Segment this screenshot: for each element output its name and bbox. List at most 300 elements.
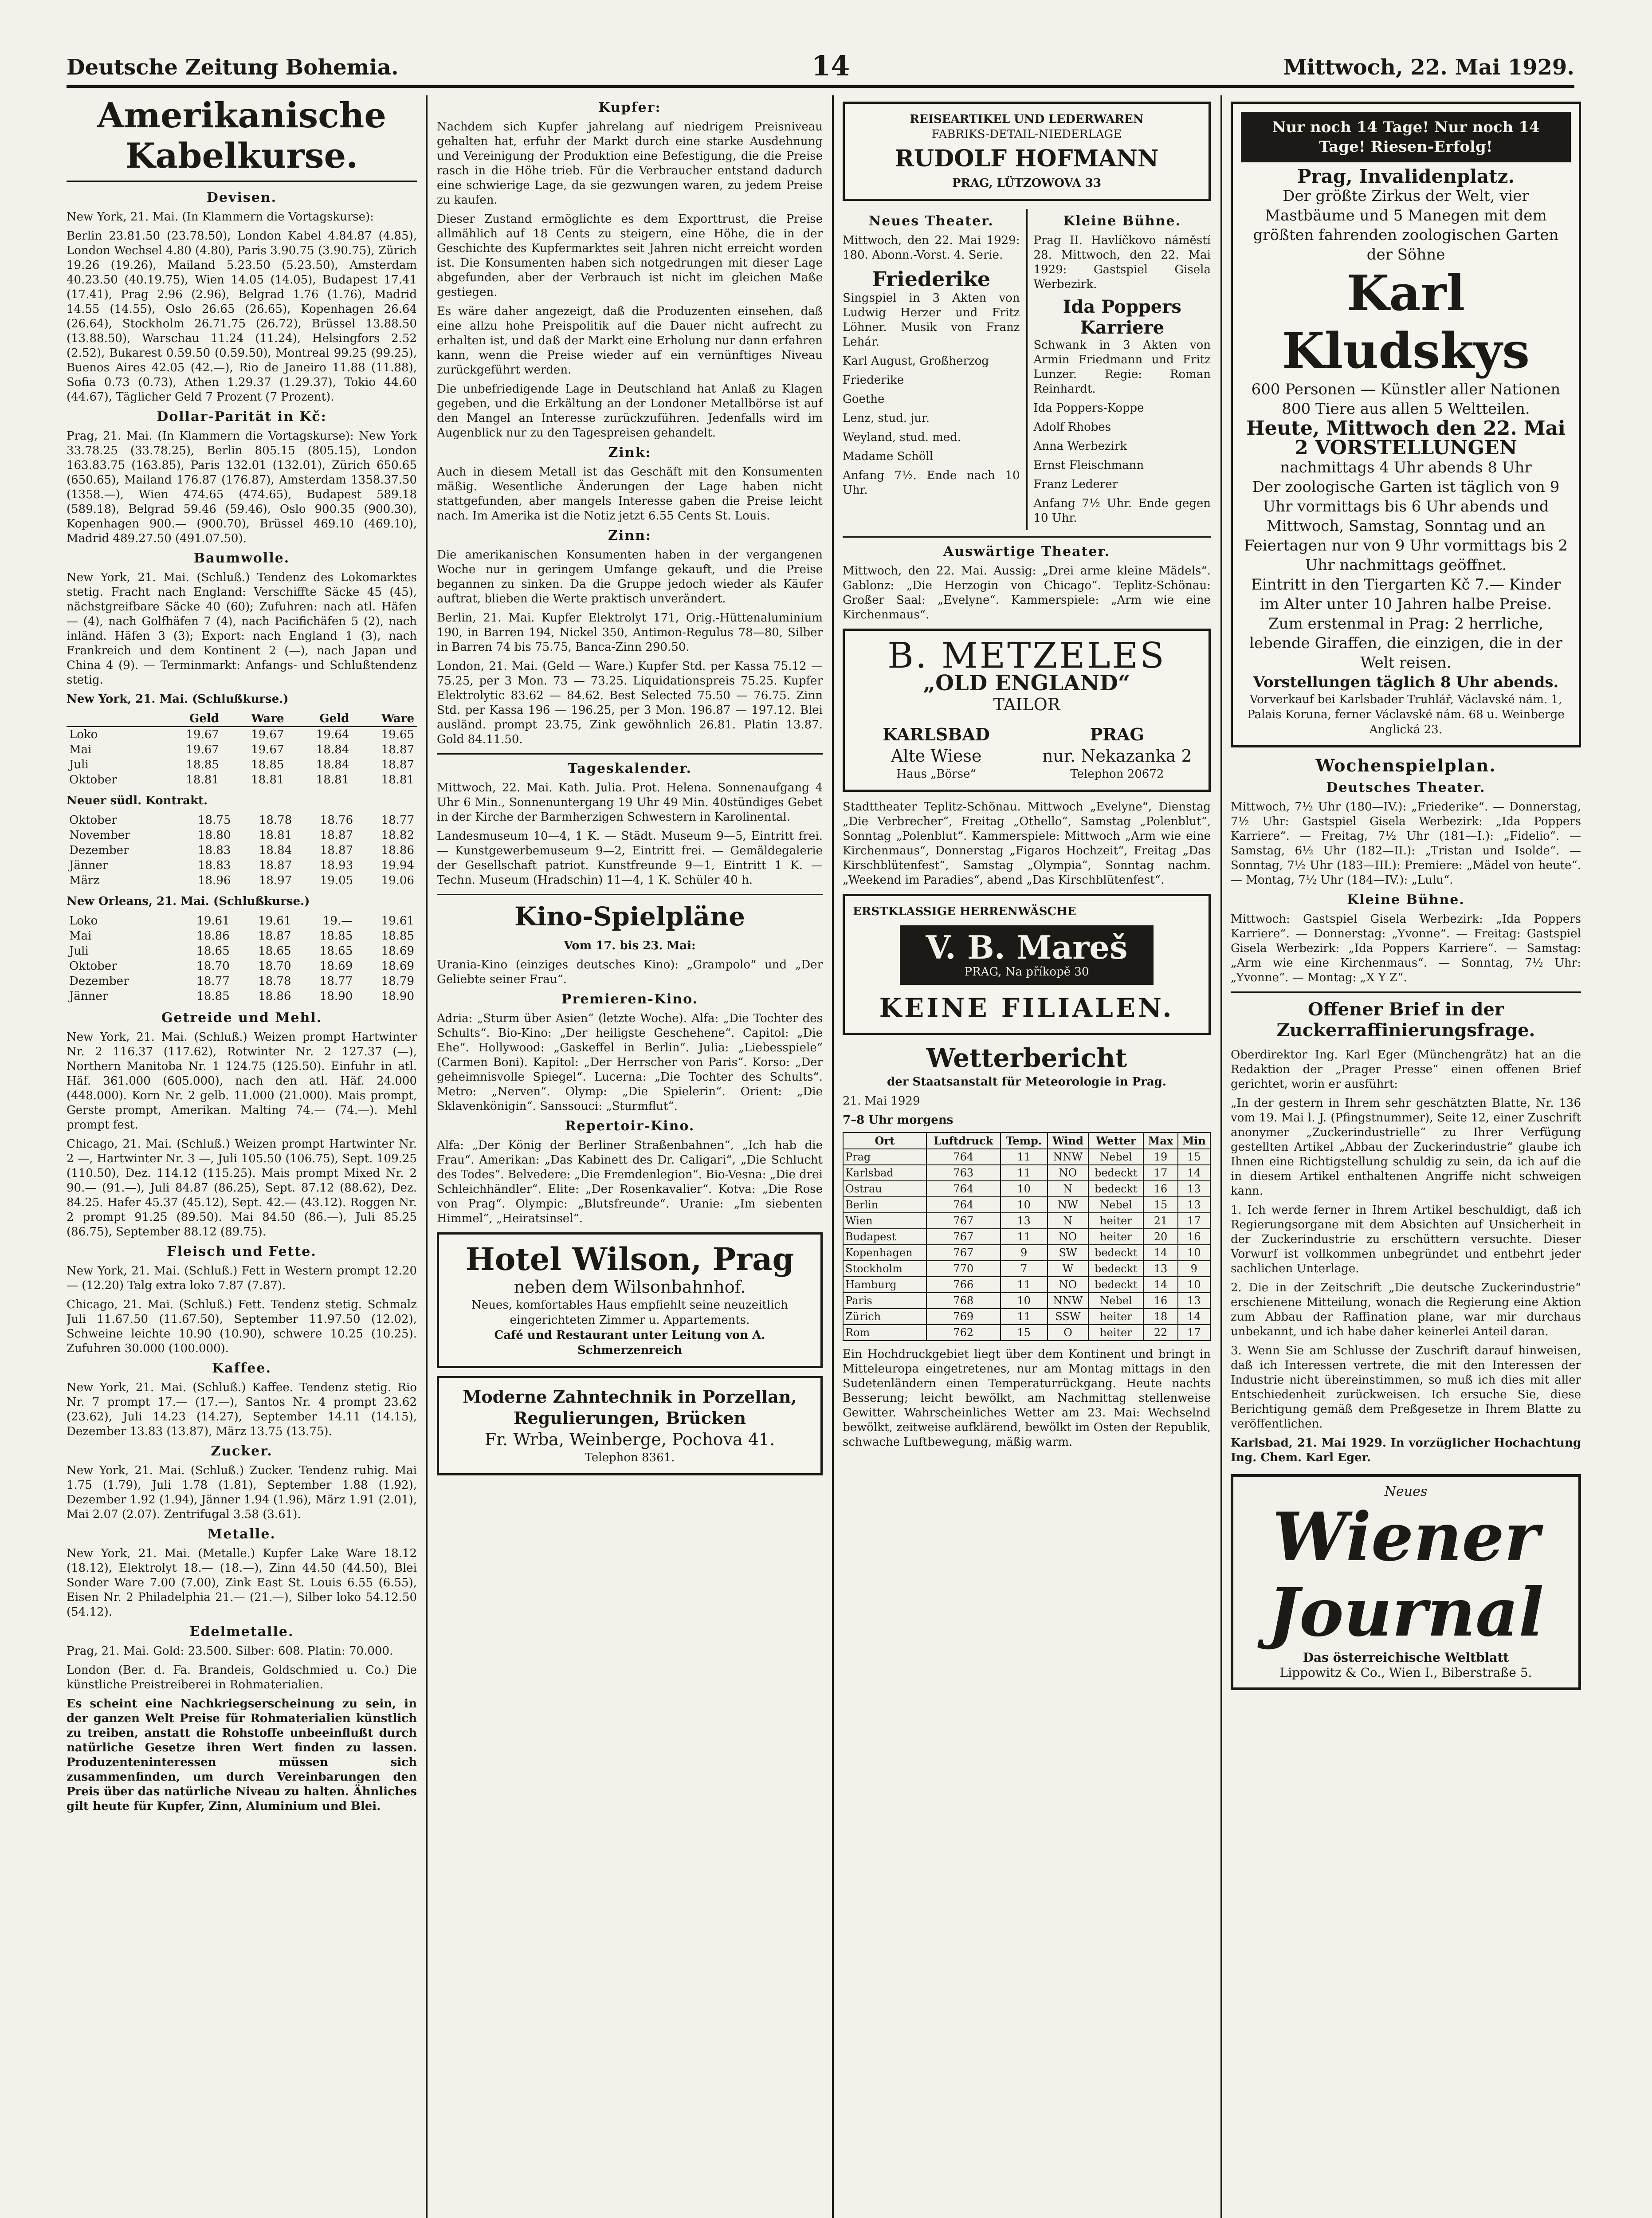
section-devisen: Devisen. (206, 190, 277, 205)
theater-listings (843, 209, 1211, 530)
section-repertoir: Repertoir-Kino. (565, 1118, 695, 1134)
paragraph: Die unbefriedigende Lage in Deutschland hat Anlaß zu Klagen gegeben, und die Erkältung an der Londoner Metallbörse ist auf den Mangel an Interesse zurückzuführen. Jedenfalls wird im Augenblick nur zu den Tagespreisen gehandelt. (437, 382, 823, 440)
paragraph: Oberdirektor Ing. Karl Eger (Münchengrätz) hat an die Redaktion der „Prager Presse“ einen offenen Brief gerichtet, worin er ausführt: (1231, 1048, 1581, 1091)
divider (843, 536, 1211, 538)
table-row (67, 727, 417, 742)
table-cell: März (69, 874, 100, 887)
table-cell: 18.80 (197, 829, 231, 842)
ad-metzeles-shop: „OLD ENGLAND“ (923, 671, 1130, 696)
table-cell: 768 (926, 1293, 1001, 1309)
table-cell: 18.84 (259, 844, 292, 857)
table-cell: 19.64 (316, 728, 349, 741)
section-edelmetalle: Edelmetalle. (189, 1624, 294, 1640)
table-cell: Budapest (843, 1229, 926, 1245)
section-auswaertige: Auswärtige Theater. (943, 544, 1110, 559)
ad-metzeles-address: nur. Nekazanka 2 (1042, 746, 1192, 766)
table-cell: 10 (1001, 1197, 1048, 1213)
table-cell: Oktober (69, 773, 117, 787)
table-cell: 767 (926, 1245, 1001, 1261)
table-header-row (67, 711, 417, 727)
ad-zahn-title: Moderne Zahntechnik in Porzellan, Regulierungen, Brücken (463, 1387, 797, 1428)
table-cell: 18.81 (259, 829, 292, 842)
ad-wj-top: Neues (1384, 1484, 1428, 1499)
table-cell: 13 (1001, 1213, 1048, 1229)
table-row (843, 1261, 1210, 1277)
ad-hofmann-title: REISEARTIKEL UND LEDERWAREN (910, 113, 1144, 126)
brief-signature: Karlsbad, 21. Mai 1929. In vorzüglicher Hochachtung Ing. Chem. Karl Eger. (1231, 1436, 1581, 1464)
section-getreide: Getreide und Mehl. (161, 1010, 322, 1026)
paragraph: New York, 21. Mai. (Schluß.) Weizen prompt Hartwinter Nr. 2 116.37 (117.62), Rotwinter Nr. 2 127.37 (—), Northern Manitoba Nr. 1 124.75 (125.50). Einfuhr in atl. Häf. 361.000 (605.000), nach den atl. Häf. 24.000 (448.000). Korn Nr. 2 gelb. 11.000 (21.000). Mais prompt, Gerste prompt, Amerikan. Malting 74.— (74.—). Mehl prompt fest. (67, 1030, 417, 1132)
paragraph: Prag, 21. Mai. Gold: 23.500. Silber: 608. Platin: 70.000. (67, 1644, 393, 1658)
table-cell: Paris (843, 1293, 926, 1309)
paragraph: Berlin 23.81.50 (23.78.50), London Kabel 4.84.87 (4.85), London Wechsel 4.80 (4.80), Paris 3.90.75 (3.90.75), Zürich 19.26 (19.26), Mailand 5.23.50 (5.23.50), Amsterdam 40.23.50 (40.19.75), Wien 14.05 (14.05), Budapest 17.41 (17.41), Prag 2.96 (2.96), Belgrad 1.76 (1.76), Madrid 14.55 (14.55), Oslo 26.65 (26.65), Kopenhagen 26.64 (26.64), Stockholm 26.71.75 (26.72), Brüssel 13.88.50 (13.88.50), Warschau 11.24 (11.24), Helsingfors 2.52 (2.52), Bukarest 0.59.50 (0.59.50), Montreal 99.25 (99.25), Buenos Aires 42.05 (42.—), Rio de Janeiro 11.88 (11.88), Sofia 0.73 (0.73), Athen 1.29.37 (1.29.37), Tokio 44.60 (44.67), Täglicher Geld 7 Prozent (7 Prozent). (67, 229, 417, 404)
ad-hofmann-addr: PRAG, LÜTZOWOVA 33 (952, 177, 1102, 190)
table-row (67, 959, 417, 974)
ad-hotel-wilson (437, 1232, 823, 1368)
ad-kludsky-desc: Der größte Zirkus der Welt, vier Mastbäume und 5 Manegen mit dem größten fahrenden zoologischen Garten der Söhne (1253, 187, 1559, 263)
table-row (67, 858, 417, 873)
table-header: Max (1143, 1133, 1177, 1149)
table-cell: Jänner (69, 990, 108, 1003)
table-cell: 21 (1143, 1213, 1177, 1229)
ad-kludsky-place: Prag, Invalidenplatz. (1297, 165, 1515, 187)
table-row (67, 873, 417, 888)
table-row (67, 843, 417, 858)
table-cell: 18.79 (381, 975, 414, 988)
ad-metzeles-addresses (853, 724, 1201, 782)
ad-zahn-name: Fr. Wrba, Weinberge, Pochova 41. (484, 1430, 775, 1449)
table-cell: 767 (926, 1229, 1001, 1245)
table-cell: bedeckt (1088, 1261, 1143, 1277)
table-cell: SW (1048, 1245, 1089, 1261)
table-cell: bedeckt (1088, 1181, 1143, 1197)
table-header (67, 711, 157, 727)
table-cell: 769 (926, 1309, 1001, 1325)
table-cell: SSW (1048, 1309, 1089, 1325)
paragraph: New York, 21. Mai. (In Klammern die Vortagskurse): (67, 210, 374, 224)
cotton-table-ny (67, 711, 417, 787)
ad-zahntechnik (437, 1376, 823, 1475)
table-cell: 18.78 (258, 975, 291, 988)
table-cell: 19.— (322, 914, 353, 928)
paragraph: Mittwoch, den 22. Mai. Aussig: „Drei arme kleine Mädels“. Gablonz: „Die Herzogin von Chicago“. Teplitz-Schönau: Großer Saal: „Evelyne“. Kammerspiele: „Arm wie eine Kirchenmaus“. (843, 564, 1211, 621)
paragraph: Es wäre daher angezeigt, daß die Produzenten einsehen, daß eine allzu hohe Preispolitik auf die Dauer nicht aufrecht zu erhalten ist, und daß der Markt eine Erholung nur dann erfahren kann, wenn die Preise wieder auf ein vernünftiges Niveau zurückgeführt werden. (437, 305, 823, 377)
ad-kludsky-name: Karl Kludskys (1282, 264, 1530, 379)
table-cell: NO (1048, 1277, 1089, 1293)
table-cell: 18.87 (381, 743, 414, 756)
ad-metzeles-name: B. METZELES (887, 635, 1166, 676)
table-header: Ware (352, 711, 417, 727)
ad-metzeles-prag (1034, 724, 1201, 782)
paragraph: New York, 21. Mai. (Schluß.) Zucker. Tendenz ruhig. Mai 1.75 (1.79), Juli 1.78 (1.81), September 1.88 (1.92), Dezember 1.92 (1.94), Jänner 1.94 (1.96), März 1.91 (2.01), Mai 2.07 (2.07). Zentrifugal 3.58 (3.61). (67, 1464, 417, 1521)
ad-wj-name: Wiener Journal (1267, 1498, 1544, 1652)
table-cell: 770 (926, 1261, 1001, 1277)
column-markets (67, 95, 417, 2218)
table-cell: 18.96 (197, 874, 231, 887)
table-cell: 18.78 (259, 814, 292, 827)
section-deutsches-theater: Deutsches Theater. (1326, 780, 1486, 795)
column-theater (843, 95, 1211, 2218)
table-row (843, 1229, 1210, 1245)
column-news (437, 95, 823, 2218)
table-cell: 17 (1178, 1325, 1210, 1341)
paragraph: London, 21. Mai. (Geld — Ware.) Kupfer Std. per Kassa 75.12 — 75.25, per 3 Mon. 73 — 73.25. Liquidationspreis 75.25. Kupfer Elektrolytic 83.62 — 84.62. Best Selected 75.50 — 76.75. Zinn Std. per Kassa 196 — 196.25, per 3 Mon. 196.87 — 197.12. Blei ausländ. prompt 23.75, Zink gewöhnlich 26.81. Platin 13.87. Gold 84.11.50. (437, 660, 823, 746)
section-kaffee: Kaffee. (212, 1361, 271, 1376)
table-cell: Wien (843, 1213, 926, 1229)
table-cell: Dezember (69, 975, 129, 988)
ad-kludsky-pre: Vorstellungen täglich 8 Uhr abends. (1253, 673, 1559, 691)
table-cell: 764 (926, 1149, 1001, 1165)
table-row (67, 757, 417, 772)
ad-mares (843, 894, 1211, 1035)
table-row (843, 1325, 1210, 1341)
table-cell: 14 (1143, 1277, 1177, 1293)
table-cell: NNW (1048, 1149, 1089, 1165)
paragraph: Prag II. Havlíčkovo náměstí 28. Mittwoch, den 22. Mai 1929: Gastspiel Gisela Werbezirk. (1033, 234, 1211, 291)
table-cell: 11 (1001, 1229, 1048, 1245)
column-rule (426, 95, 428, 2218)
table-cell: 766 (926, 1277, 1001, 1293)
table-cell: 19.67 (251, 728, 284, 741)
table-cell: Loko (69, 728, 98, 741)
ad-hofmann-sub: FABRIKS-DETAIL-NIEDERLAGE (931, 128, 1122, 141)
table-row (843, 1213, 1210, 1229)
paragraph-teplitz: Stadttheater Teplitz-Schönau. Mittwoch „Evelyne“, Dienstag „Die Verbrecher“, Freitag „Othello“, Samstag „Polenblut“, Sonntag „Polenblut“. Kammerspiele: Mittwoch „Arm wie eine Kirchenmaus“, Donnerstag „Figaros Hochzeit“, Freitag „Das Kirschblütenfest“, Samstag „Olympia“, Sonntag nachm. „Weekend im Paradies“, abend „Das Kirschblütenfest“. (843, 800, 1211, 887)
table-cell: 11 (1001, 1165, 1048, 1181)
cast-list (1034, 401, 1211, 526)
paragraph: New York, 21. Mai. (Schluß.) Fett in Western prompt 12.20 — (12.20) Talg extra loko 7.87 (7.87). (67, 1264, 417, 1292)
kino-date: Vom 17. bis 23. Mai: (564, 939, 696, 952)
table-cell: 18.85 (251, 758, 284, 771)
table-cell: 14 (1143, 1245, 1177, 1261)
table-cell: 10 (1001, 1293, 1048, 1309)
ad-metzeles-city: KARLSBAD (883, 724, 990, 744)
table-cell: 18.93 (320, 859, 353, 872)
table-cell: heiter (1088, 1229, 1143, 1245)
column-announcements (1231, 95, 1581, 2218)
table-cell: 18.85 (381, 929, 414, 943)
table-cell: Ostrau (843, 1181, 926, 1197)
table-row (67, 813, 417, 828)
section-zinn: Zinn: (608, 528, 651, 543)
ad-kludsky-today: Heute, Mittwoch den 22. Mai (1246, 417, 1566, 440)
table-cell: 17 (1143, 1165, 1177, 1181)
paragraph: New York, 21. Mai. (Schluß.) Kaffee. Tendenz stetig. Rio Nr. 7 prompt 17.— (17.—), Santos Nr. 4 prompt 23.62 (23.62), Juli 14.23 (14.27), September 14.11 (14.15), Dezember 13.83 (13.87), März 13.75 (13.75). (67, 1381, 417, 1438)
table-cell: Juli (69, 758, 89, 771)
table-cell: Loko (69, 914, 98, 928)
headline-kabelkurse: Amerikanische Kabelkurse. (67, 95, 417, 182)
cast-item: Lenz, stud. jur. (843, 412, 930, 425)
cast-item: Anfang 7½. Ende nach 10 Uhr. (843, 469, 1020, 497)
table-cell: 15 (1001, 1325, 1048, 1341)
table-cell: 764 (926, 1197, 1001, 1213)
table-cell: 9 (1178, 1261, 1210, 1277)
table-cell: Mai (69, 743, 92, 756)
table-cell: 18.65 (258, 944, 291, 958)
table-cell: 10 (1178, 1277, 1210, 1293)
weather-table (843, 1132, 1211, 1341)
table-row (67, 742, 417, 757)
table-cell: 763 (926, 1165, 1001, 1181)
table-cell: 18.81 (186, 773, 219, 787)
table-cell: 18.81 (251, 773, 284, 787)
table-cell: 13 (1143, 1261, 1177, 1277)
table-cell: heiter (1088, 1325, 1143, 1341)
table-row (67, 944, 417, 959)
section-premieren: Premieren-Kino. (561, 991, 698, 1007)
paragraph: Die amerikanischen Konsumenten haben in der vergangenen Woche nur in geringem Umfange gekauft, und die Preise begannen zu sinken. Da die Gruppe jedoch wieder als Käufer auftrat, blieben die Werte praktisch unverändert. (437, 548, 823, 606)
play-ida-poppers: Ida Poppers Karriere (1063, 296, 1181, 338)
section-fleisch: Fleisch und Fette. (167, 1244, 317, 1259)
table-cell: Stockholm (843, 1261, 926, 1277)
ad-wj-pub: Lippowitz & Co., Wien I., Biberstraße 5. (1279, 1665, 1532, 1680)
table-cell: 18.69 (319, 960, 353, 973)
section-kontrakt: Neuer südl. Kontrakt. (67, 794, 208, 807)
cast-item: Friederike (843, 374, 904, 387)
table-cell: NW (1048, 1197, 1089, 1213)
paragraph: 1. Ich werde ferner in Ihrem Artikel beschuldigt, daß ich Regierungsorgane mit dem Absichten auf Unsicherheit in der Zuckerindustrie zu erschüttern versuchte. Dieser Vorwurf ist vollkommen unbegründet und entbehrt jeder sachlichen Unterlage. (1231, 1203, 1581, 1275)
divider (437, 894, 823, 895)
table-cell: 18.97 (259, 874, 292, 887)
paragraph: Adria: „Sturm über Asien“ (letzte Woche). Alfa: „Die Tochter des Schults“. Bio-Kino: „Der heiligste Geschehene“. Capitol: „Die Ehe“. Hollywood: „Gaskeffel in Berlin“. Julia: „Liebesspiele“ (Carmen Boni). Kapitol: „Der Herrscher von Paris“. Korso: „Der geheimnisvolle Spiegel“. Lucerna: „Die Tochter des Schults“. Metro: „Nerven“. Olymp: „Die Spielerin“. Orient: „Die Sklavenkönigin“. Sanssouci: „Sturmflut“. (437, 1012, 823, 1113)
table-cell: 14 (1178, 1309, 1210, 1325)
ad-kludsky-top: Nur noch 14 Tage! Nur noch 14 Tage! Riesen-Erfolg! (1272, 118, 1540, 156)
section-new-orleans: New Orleans, 21. Mai. (Schlußkurse.) (67, 895, 310, 908)
table-row (843, 1277, 1210, 1293)
table-cell: bedeckt (1088, 1277, 1143, 1293)
headline-offener-brief: Offener Brief in der Zuckerraffinierungsfrage. (1276, 999, 1535, 1041)
table-cell: 15 (1178, 1149, 1210, 1165)
table-cell: 18.85 (319, 929, 353, 943)
play-friederike: Friederike (872, 267, 991, 291)
ad-wilson-sub: neben dem Wilsonbahnhof. (514, 1277, 746, 1297)
table-row (67, 828, 417, 843)
table-cell: Karlsbad (843, 1165, 926, 1181)
table-row (67, 772, 417, 787)
table-cell: 18.82 (381, 829, 414, 842)
table-cell: Kopenhagen (843, 1245, 926, 1261)
paragraph-wetter: Ein Hochdruckgebiet liegt über dem Kontinent und bringt in Mitteleuropa eingetretenes, nur am Montag mittags in den Sudetenländern einen Temperaturrückgang. Heute nachts Besserung; leicht bewölkt, am Nachmittag stellenweise Gewitter. Wahrscheinliches Wetter am 23. Mai: Wechselnd bewölkt, zeitweise aufklärend, bewölkt im Osten der Republik, schwache Luftbewegung, mäßig warm. (843, 1348, 1211, 1449)
section-kleine-buehne-week: Kleine Bühne. (1347, 892, 1465, 908)
wetter-sub: der Staatsanstalt für Meteorologie in Prag. (887, 1075, 1166, 1089)
table-row (843, 1165, 1210, 1181)
table-cell: 18.70 (196, 960, 230, 973)
table-cell: 7 (1001, 1261, 1048, 1277)
table-header: Wetter (1088, 1133, 1143, 1149)
table-cell: heiter (1088, 1309, 1143, 1325)
ad-mares-box (900, 925, 1154, 985)
table-cell: Zürich (843, 1309, 926, 1325)
cotton-table-no (67, 913, 417, 1004)
table-cell: Juli (69, 944, 89, 958)
wetter-time: 7–8 Uhr morgens (843, 1113, 954, 1127)
table-cell: 18.75 (197, 814, 231, 827)
paragraph: Es scheint eine Nachkriegserscheinung zu sein, in der ganzen Welt Preise für Rohmaterialien künstlich zu treiben, anstatt die Rohstoffe unbeeinflußt durch natürliche Gesetze ihren Wert finden zu lassen. Produzenteninteressen müssen sich zusammenfinden, um durch Vereinbarungen den Preis über das natürliche Niveau zu halten. Ähnliches gilt heute für Kupfer, Zinn, Aluminium und Blei. (67, 1697, 417, 1813)
table-cell: 18.65 (196, 944, 230, 958)
table-row (67, 989, 417, 1004)
table-cell: 18.87 (258, 929, 291, 943)
paragraph: 2. Die in der Zeitschrift „Die deutsche Zuckerindustrie“ erschienene Mitteilung, wonach die Regierung eine Aktion zum Abbau der Raffination plane, war mir durchaus unbekannt, und ich habe daher keinerlei Anteil daran. (1231, 1281, 1581, 1338)
table-cell: 19 (1143, 1149, 1177, 1165)
table-cell: 18.87 (320, 829, 353, 842)
ad-kludsky-times: nachmittags 4 Uhr abends 8 Uhr (1280, 459, 1532, 476)
table-cell: bedeckt (1088, 1245, 1143, 1261)
headline-wetter: Wetterbericht (926, 1043, 1127, 1073)
table-header: Geld (287, 711, 352, 727)
table-cell: 11 (1001, 1277, 1048, 1293)
ad-wilson-desc: Neues, komfortables Haus empfiehlt seine neuzeitlich eingerichteten Zimmer u. Appartements. (471, 1298, 788, 1327)
table-row (843, 1293, 1210, 1309)
table-row (843, 1245, 1210, 1261)
paragraph: New York, 21. Mai. (Schluß.) Tendenz des Lokomarktes stetig. Fracht nach England: Verschiffte Säcke 45 (45), nächstgreifbare Säcke 40 (60); Zufuhren: nach atl. Häfen — (4), nach Golfhäfen 7 (4), nach Pacifichäfen 5 (2), nach inländ. Häfen 3 (3); Export: nach England 1 (3), nach Frankreich und dem Kontinent 2 (—), nach Japan und China 4 (9). — Terminmarkt: Anfangs- und Schlußtendenz stetig. (67, 571, 417, 687)
ad-mares-name: V. B. Mareš (926, 928, 1128, 966)
table-cell: 18.85 (196, 990, 230, 1003)
paragraph: Alfa: „Der König der Berliner Straßenbahnen“, „Ich hab die Frau“. Amerikan: „Das Kabinett des Dr. Caligari“, „Die Schlucht des Todes“. Belvedere: „Die Fremdenlegion“. Bio-Vesna: „Die drei Schleichhändler“. Elite: „Der Rosenkavalier“. Kotva: „Die Rose von Prag“. Olympic: „Blutsfreunde“. Uranie: „Im siebenten Himmel“, „Heiratsinsel“. (437, 1139, 823, 1225)
ad-hofmann (843, 102, 1211, 201)
table-cell: Nebel (1088, 1197, 1143, 1213)
paragraph: Auch in diesem Metall ist das Geschäft mit den Konsumenten mäßig. Wesentliche Änderungen der Lage haben nicht stattgefunden, aber mangels Interesse gaben die Preise leicht nach. Im Amerika ist die Notiz jetzt 6.55 Cents St. Louis. (437, 465, 823, 523)
section-wochenspielplan: Wochenspielplan. (1315, 755, 1496, 775)
paragraph: Nachdem sich Kupfer jahrelang auf niedrigem Preisniveau gehalten hat, erfuhr der Markt durch eine starke Ausdehnung und Vereinigung der Produktion eine Befestigung, die die Preise rasch in die Höhe trieb. Für die Verbraucher entstand dadurch eine schwierige Lage, da sie gezwungen waren, zu jedem Preise zu kaufen. (437, 120, 823, 207)
ad-kludsky-banner (1241, 112, 1571, 162)
page-number: 14 (812, 50, 850, 82)
table-cell: O (1048, 1325, 1089, 1341)
ad-mares-addr: PRAG, Na příkopě 30 (964, 965, 1089, 979)
ad-wj-sub: Das österreichische Weltblatt (1303, 1650, 1509, 1665)
paragraph: New York, 21. Mai. (Metalle.) Kupfer Lake Ware 18.12 (18.12), Elektrolyt 18.— (18.—), Zinn 44.50 (44.50), Blei Sonder Ware 7.00 (7.00), Zink East St. Louis 6.55 (6.55), Eisen Nr. 2 Philadelphia 21.— (21.—), Silber loko 54.12.50 (54.12). (67, 1547, 417, 1619)
table-cell: 18.84 (316, 743, 349, 756)
table-cell: 18.81 (381, 773, 414, 787)
cast-item: Franz Lederer (1033, 478, 1118, 491)
table-row (67, 913, 417, 928)
cotton-table-new (67, 813, 417, 888)
table-row (843, 1197, 1210, 1213)
table-cell: Oktober (69, 814, 117, 827)
table-cell: November (69, 829, 130, 842)
paragraph: Mittwoch, den 22. Mai 1929: 180. Abonn.-Vorst. 4. Serie. (843, 234, 1020, 262)
table-cell: 19.67 (186, 728, 219, 741)
masthead-paper-name: Deutsche Zeitung Bohemia. (67, 55, 399, 80)
table-header: Temp. (1001, 1133, 1048, 1149)
paragraph: London (Ber. d. Fa. Brandeis, Goldschmied u. Co.) Die künstliche Preistreiberei in Rohmaterialien. (67, 1664, 417, 1691)
cast-item: Ernst Fleischmann (1033, 459, 1144, 472)
section-zink: Zink: (608, 445, 651, 460)
cast-item: Goethe (843, 393, 885, 406)
table-row (843, 1181, 1210, 1197)
table-cell: 19.61 (258, 914, 291, 928)
ad-wilson-title: Hotel Wilson, Prag (465, 1241, 794, 1278)
cast-item: Weyland, stud. med. (843, 431, 961, 444)
table-cell: 13 (1178, 1181, 1210, 1197)
table-header: Geld (157, 711, 222, 727)
table-cell: 18.84 (316, 758, 349, 771)
cast-item: Karl August, Großherzog (843, 354, 989, 368)
table-cell: 18.69 (381, 944, 414, 958)
paragraph: Landesmuseum 10—4, 1 K. — Städt. Museum 9—5, Eintritt frei. — Kunstgewerbemuseum 9—2, Eintritt frei. — Gemäldegalerie der Gesellschaft patriot. Kunstfreunde 9—1, Eintritt 1 K. — Techn. Museum (Hradschin) 11—4, 1 K. Schüler 40 h. (437, 830, 823, 887)
divider (1026, 209, 1028, 530)
table-cell: Prag (843, 1149, 926, 1165)
section-zucker: Zucker. (211, 1443, 273, 1459)
paragraph: Mittwoch: Gastspiel Gisela Werbezirk: „Ida Poppers Karriere“. — Donnerstag: „Yvonne“. — Freitag: Gastspiel Gisela Werbezirk: „Ida Poppers Karriere“. — Samstag: „Arm wie eine Kirchenmaus“. — Sonntag, 7½ Uhr: „Yvonne“. — Montag: „X Y Z“. (1231, 912, 1581, 984)
cast-list (843, 354, 1020, 498)
table-cell: W (1048, 1261, 1089, 1277)
table-cell: 10 (1001, 1181, 1048, 1197)
table-cell: 19.65 (381, 728, 414, 741)
paragraph: Chicago, 21. Mai. (Schluß.) Fett. Tendenz stetig. Schmalz Juli 11.67.50 (11.67.50), September 11.97.50 (12.02), Schweine leichte 10.90 (10.90), schwere 10.25 (10.25). Zufuhren 30.000 (100.000). (67, 1298, 417, 1355)
table-cell: 16 (1143, 1181, 1177, 1197)
section-kleine-buehne: Kleine Bühne. (1063, 213, 1181, 229)
table-cell: Hamburg (843, 1277, 926, 1293)
ad-wiener-journal (1231, 1474, 1581, 1690)
paragraph: Prag, 21. Mai. (In Klammern die Vortagskurse): New York 33.78.25 (33.78.25), Berlin 805.15 (805.15), London 163.83.75 (163.85), Paris 132.01 (132.01), Zürich 650.65 (650.65), Mailand 176.87 (176.87), Amsterdam 1358.37.50 (1358.—), Wien 474.65 (474.65), Budapest 589.18 (589.18), Belgrad 59.46 (59.46), Oslo 900.35 (900.30), Kopenhagen 900.— (900.70), Brüssel 469.10 (469.10), Madrid 489.27.50 (491.07.50). (67, 429, 417, 545)
table-header: Luftdruck (926, 1133, 1001, 1149)
table-row (843, 1149, 1210, 1165)
table-cell: heiter (1088, 1213, 1143, 1229)
cast-item: Ida Poppers-Koppe (1033, 401, 1144, 415)
table-cell: bedeckt (1088, 1165, 1143, 1181)
table-cell: 18.86 (196, 929, 230, 943)
ad-wilson-cafe: Café und Restaurant unter Leitung von A. Schmerzenreich (494, 1329, 765, 1357)
section-dollar: Dollar-Parität in Kč: (157, 409, 327, 425)
ad-kludsky-artists: 600 Personen — Künstler aller Nationen 800 Tiere aus allen 5 Weltteilen. (1251, 381, 1561, 418)
table-cell: 18.70 (258, 960, 291, 973)
table-cell: 18.81 (316, 773, 349, 787)
ad-metzeles (843, 629, 1211, 792)
table-cell: 20 (1143, 1229, 1177, 1245)
paragraph: Mittwoch, 7½ Uhr (180—IV.): „Friederike“. — Donnerstag, 7½ Uhr: Gastspiel Gisela Werbezirk: „Ida Poppers Karriere“. — Freitag, 7½ Uhr (181—I.): „Fidelio“. — Samstag, 6½ Uhr (182—II.): „Tristan und Isolde“. — Sonntag, 7½ Uhr (183—III.): Premiere: „Mädel von heute“. — Montag, 7½ Uhr (184—IV.): „Lulu“. (1231, 800, 1581, 887)
paragraph: Schwank in 3 Akten von Armin Friedmann und Fritz Lunzer. Regie: Roman Reinhardt. (1033, 338, 1211, 396)
ad-kludsky-vorverkauf: Vorverkauf bei Karlsbader Truhlář, Václavské nám. 1, Palais Koruna, ferner Václavské nám. 68 u. Weinberge Anglická 23. (1247, 693, 1565, 736)
table-cell: Rom (843, 1325, 926, 1341)
table-cell: Oktober (69, 960, 117, 973)
table-cell: Berlin (843, 1197, 926, 1213)
wetter-date: 21. Mai 1929 (843, 1094, 920, 1108)
table-cell: 19.61 (196, 914, 230, 928)
table-cell: 22 (1143, 1325, 1177, 1341)
paragraph: „In der gestern in Ihrem sehr geschätzten Blatte, Nr. 136 vom 19. Mai l. J. (Pfingstnummer), Seite 12, einer Zuschrift anonymer „Zuckerindustrielle“ zu Ihrer Verfügung gestellten Artikel „Abbau der Zuckerindustrie“ glaube ich Ihnen eine Richtigstellung schuldig zu sein, da ich auf die in diesem Artikel enthaltenen Angriffe nicht schweigen kann. (1231, 1097, 1581, 1198)
table-row (843, 1309, 1210, 1325)
masthead-date: Mittwoch, 22. Mai 1929. (1283, 55, 1574, 80)
divider (1231, 991, 1581, 993)
section-metalle: Metalle. (208, 1526, 276, 1542)
table-header: Ort (843, 1133, 926, 1149)
paragraph: 3. Wenn Sie am Schlusse der Zuschrift darauf hinweisen, daß ich Interessen vertrete, die mit den Interessen der Industrie nicht übereinstimmen, so muß ich dies mit aller Entschiedenheit zurückweisen. Ich ersuche Sie, diese Berichtigung gemäß dem Preßgesetze in Ihrem Blatte zu veröffentlichen. (1231, 1344, 1581, 1431)
table-cell: 19.05 (320, 874, 353, 887)
table-cell: 19.67 (251, 743, 284, 756)
table-cell: 18 (1143, 1309, 1177, 1325)
ad-mares-foot: KEINE FILIALEN. (879, 993, 1174, 1023)
table-cell: Nebel (1088, 1293, 1143, 1309)
table-cell: 13 (1178, 1293, 1210, 1309)
ad-hofmann-name: RUDOLF HOFMANN (895, 145, 1159, 172)
masthead (67, 50, 1574, 88)
column-rule (1220, 95, 1222, 2218)
table-header-row (843, 1133, 1210, 1149)
cast-item: Anna Werbezirk (1033, 440, 1127, 453)
table-cell: 18.86 (381, 844, 414, 857)
table-cell: 18.85 (186, 758, 219, 771)
paragraph: Dieser Zustand ermöglichte es dem Exporttrust, die Preise allmählich auf 18 Cents zu steigern, eine Höhe, die in der Geschichte des Kupfermarktes seit Jahren nicht erreicht worden ist. Die Konsumenten haben sich notgedrungen mit dieser Lage abgefunden, aber der Verbrauch ist nicht im gleichen Maße gestiegen. (437, 212, 823, 299)
ad-zahn-tel: Telephon 8361. (585, 1451, 675, 1464)
table-cell: 18.87 (259, 859, 292, 872)
ad-metzeles-type: TAILOR (993, 695, 1060, 714)
table-cell: NO (1048, 1229, 1089, 1245)
table-cell: Dezember (69, 844, 129, 857)
table-header: Wind (1048, 1133, 1089, 1149)
table-cell: 19.61 (381, 914, 414, 928)
column-rule (832, 95, 834, 2218)
table-cell: 10 (1178, 1245, 1210, 1261)
